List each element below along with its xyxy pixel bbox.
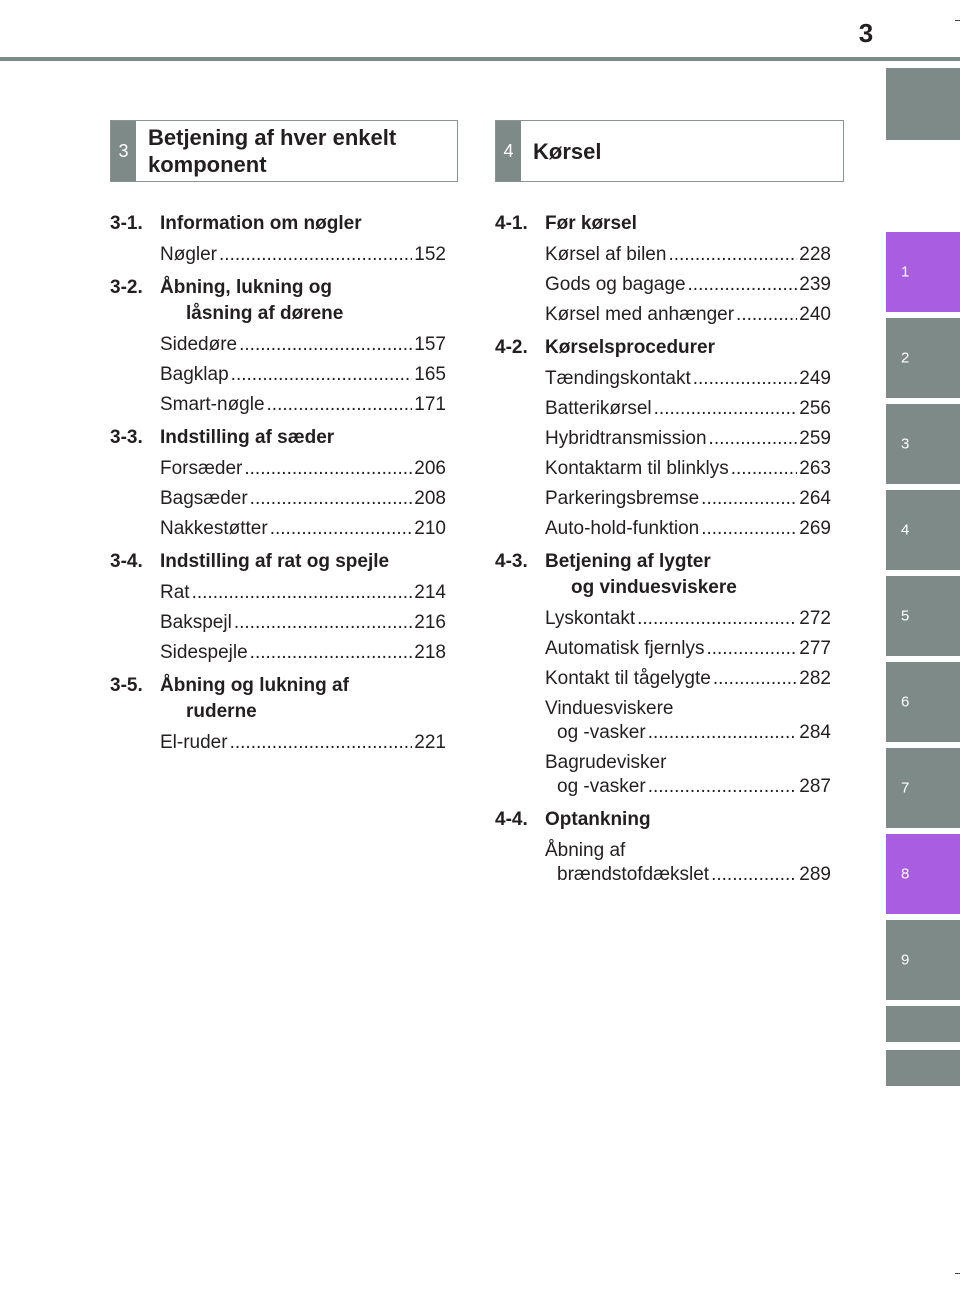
dot-leader bbox=[693, 367, 798, 391]
toc-page-number: 282 bbox=[799, 668, 831, 689]
toc-entry-title: Parkeringsbremse bbox=[545, 488, 700, 509]
chapter-number: 4-3. bbox=[495, 551, 528, 572]
chapter-number: 3-3. bbox=[110, 427, 143, 448]
toc-entry[interactable] bbox=[545, 517, 831, 541]
toc-entry-title: Gods og bagage bbox=[545, 274, 686, 295]
dot-leader bbox=[668, 243, 797, 267]
crop-mark bbox=[955, 1273, 960, 1274]
dot-leader bbox=[230, 731, 413, 755]
section-number: 3 bbox=[111, 121, 136, 181]
toc-entry-title: Sidespejle bbox=[160, 642, 248, 663]
toc-entry-title: Smart-nøgle bbox=[160, 394, 265, 415]
chapter-heading[interactable] bbox=[110, 549, 446, 575]
toc-entry[interactable] bbox=[545, 457, 831, 481]
dot-leader bbox=[637, 607, 797, 631]
dot-leader bbox=[250, 641, 413, 665]
dot-leader bbox=[709, 427, 798, 451]
toc-page-number: 264 bbox=[799, 488, 831, 509]
toc-entry[interactable] bbox=[545, 667, 831, 691]
toc-entry[interactable] bbox=[160, 731, 446, 755]
toc-entry[interactable] bbox=[160, 393, 446, 417]
toc-entry[interactable] bbox=[545, 751, 831, 799]
chapter-title: Åbning og lukning af bbox=[160, 675, 349, 696]
toc-entry-title: Åbning af bbox=[545, 840, 626, 861]
chapter-tab-5[interactable] bbox=[886, 576, 960, 656]
toc-entry-title: Auto-hold-funktion bbox=[545, 518, 700, 539]
chapter-tab-label: 5 bbox=[901, 607, 910, 625]
toc-page-number: 289 bbox=[799, 864, 831, 885]
chapter-number: 4-1. bbox=[495, 213, 528, 234]
toc-entry-title: Hybridtransmission bbox=[545, 428, 707, 449]
chapter-heading[interactable] bbox=[110, 425, 446, 451]
chapter-number: 3-5. bbox=[110, 675, 143, 696]
toc-page-number: 240 bbox=[799, 304, 831, 325]
chapter-tab-9[interactable] bbox=[886, 920, 960, 1000]
toc-page-number: 272 bbox=[799, 608, 831, 629]
toc-entry-title-continued: brændstofdækslet bbox=[557, 864, 710, 885]
chapter-tab-label: 7 bbox=[901, 779, 910, 797]
dot-leader bbox=[267, 393, 413, 417]
toc-page-number: 269 bbox=[799, 518, 831, 539]
dot-leader bbox=[736, 303, 797, 327]
chapter-tab-blank[interactable] bbox=[886, 1006, 960, 1042]
chapter-title: Indstilling af sæder bbox=[160, 427, 335, 448]
toc-entry[interactable] bbox=[160, 581, 446, 605]
chapter-title-continued: og vinduesviskere bbox=[571, 577, 737, 598]
toc-entry-title-continued: og -vasker bbox=[557, 776, 646, 797]
chapter-tab-6[interactable] bbox=[886, 662, 960, 742]
chapter-tab-label: 6 bbox=[901, 693, 910, 711]
section-title: Kørsel bbox=[533, 138, 602, 164]
chapter-title: Åbning, lukning og bbox=[160, 277, 333, 298]
chapter-tab-label: 2 bbox=[901, 349, 910, 367]
toc-page-number: 206 bbox=[414, 458, 446, 479]
chapter-tab-label: 8 bbox=[901, 865, 910, 883]
toc-entry-title: Bagrudevisker bbox=[545, 752, 667, 773]
chapter-title-continued: ruderne bbox=[186, 701, 257, 722]
toc-entry-title: Automatisk fjernlys bbox=[545, 638, 705, 659]
toc-entry-title: Vinduesviskere bbox=[545, 698, 674, 719]
chapter-tab-7[interactable] bbox=[886, 748, 960, 828]
toc-entry[interactable] bbox=[160, 611, 446, 635]
toc-page-number: 263 bbox=[799, 458, 831, 479]
toc-entry-title: Tændingskontakt bbox=[545, 368, 691, 389]
dot-leader bbox=[250, 487, 413, 511]
crop-mark bbox=[955, 20, 960, 21]
toc-entry-title: Sidedøre bbox=[160, 334, 238, 355]
toc-entry[interactable] bbox=[545, 367, 831, 391]
toc-page-number: 165 bbox=[414, 364, 446, 385]
toc-page-number: 171 bbox=[414, 394, 446, 415]
toc-page-number: 249 bbox=[799, 368, 831, 389]
toc-page-number: 228 bbox=[799, 244, 831, 265]
dot-leader bbox=[713, 667, 797, 691]
toc-entry-title: Forsæder bbox=[160, 458, 243, 479]
toc-entry[interactable] bbox=[545, 243, 831, 267]
page-number: 3 bbox=[858, 18, 874, 48]
dot-leader bbox=[234, 611, 412, 635]
dot-leader bbox=[219, 243, 412, 267]
toc-entry-title: Batterikørsel bbox=[545, 398, 652, 419]
toc-entry[interactable] bbox=[545, 637, 831, 661]
chapter-title: Information om nøgler bbox=[160, 213, 362, 234]
chapter-heading[interactable] bbox=[110, 275, 446, 327]
chapter-number: 4-4. bbox=[495, 809, 528, 830]
toc-entry-title: El-ruder bbox=[160, 732, 228, 753]
toc-column-right bbox=[495, 205, 831, 887]
toc-entry-title-continued: og -vasker bbox=[557, 722, 646, 743]
toc-page-number: 214 bbox=[414, 582, 446, 603]
chapter-title: Betjening af lygter bbox=[545, 551, 711, 572]
chapter-tab-3[interactable] bbox=[886, 404, 960, 484]
chapter-heading[interactable] bbox=[495, 549, 831, 601]
section-header-left bbox=[110, 120, 458, 182]
chapter-number: 3-4. bbox=[110, 551, 143, 572]
toc-entry-title: Lyskontakt bbox=[545, 608, 636, 629]
dot-leader bbox=[706, 637, 797, 661]
toc-page-number: 221 bbox=[414, 732, 446, 753]
dot-leader bbox=[701, 517, 797, 541]
toc-entry-title: Bagklap bbox=[160, 364, 229, 385]
toc-entry-title: Nøgler bbox=[160, 244, 218, 265]
toc-entry-title: Kørsel med anhænger bbox=[545, 304, 735, 325]
chapter-number: 3-2. bbox=[110, 277, 143, 298]
toc-entry[interactable] bbox=[545, 427, 831, 451]
dot-leader bbox=[688, 273, 798, 297]
toc-page-number: 287 bbox=[799, 776, 831, 797]
dot-leader bbox=[654, 397, 798, 421]
toc-entry[interactable] bbox=[160, 333, 446, 357]
chapter-title: Før kørsel bbox=[545, 213, 637, 234]
dot-leader bbox=[231, 363, 413, 387]
header-rule bbox=[0, 57, 960, 61]
chapter-tab-label: 4 bbox=[901, 521, 910, 539]
dot-leader bbox=[648, 775, 798, 799]
chapter-title-continued: låsning af dørene bbox=[186, 303, 344, 324]
dot-leader bbox=[244, 457, 412, 481]
toc-entry[interactable] bbox=[160, 641, 446, 665]
section-title: Betjening af hver enkelt komponent bbox=[148, 125, 397, 177]
toc-page-number: 152 bbox=[414, 244, 446, 265]
toc-entry[interactable] bbox=[160, 363, 446, 387]
dot-leader bbox=[731, 457, 798, 481]
toc-entry[interactable] bbox=[545, 303, 831, 327]
chapter-number: 3-1. bbox=[110, 213, 143, 234]
chapter-tab-8[interactable] bbox=[886, 834, 960, 914]
toc-entry[interactable] bbox=[545, 487, 831, 511]
toc-entry[interactable] bbox=[545, 273, 831, 297]
toc-page-number: 277 bbox=[799, 638, 831, 659]
chapter-number: 4-2. bbox=[495, 337, 528, 358]
toc-page-number: 218 bbox=[414, 642, 446, 663]
toc-entry-title: Bakspejl bbox=[160, 612, 232, 633]
toc-entry[interactable] bbox=[160, 457, 446, 481]
chapter-title: Optankning bbox=[545, 809, 651, 830]
chapter-tab-label: 3 bbox=[901, 435, 910, 453]
dot-leader bbox=[701, 487, 797, 511]
dot-leader bbox=[192, 581, 413, 605]
toc-page-number: 259 bbox=[799, 428, 831, 449]
toc-entry-title: Nakkestøtter bbox=[160, 518, 268, 539]
toc-entry[interactable] bbox=[545, 697, 831, 745]
toc-page-number: 210 bbox=[414, 518, 446, 539]
dot-leader bbox=[239, 333, 412, 357]
chapter-tab-label: 1 bbox=[901, 263, 910, 281]
chapter-heading[interactable] bbox=[110, 211, 446, 237]
chapter-tab-label: 9 bbox=[901, 951, 910, 969]
chapter-tab-2[interactable] bbox=[886, 318, 960, 398]
toc-page-number: 157 bbox=[414, 334, 446, 355]
chapter-tab-1[interactable] bbox=[886, 232, 960, 312]
section-number: 4 bbox=[496, 121, 521, 181]
toc-entry[interactable] bbox=[545, 839, 831, 887]
dot-leader bbox=[648, 721, 798, 745]
toc-page-number: 256 bbox=[799, 398, 831, 419]
chapter-title: Kørselsprocedurer bbox=[545, 337, 716, 358]
section-header-right bbox=[495, 120, 844, 182]
chapter-heading[interactable] bbox=[495, 335, 831, 361]
chapter-tab-4[interactable] bbox=[886, 490, 960, 570]
chapter-title: Indstilling af rat og spejle bbox=[160, 551, 390, 572]
dot-leader bbox=[270, 517, 413, 541]
chapter-tab-blank[interactable] bbox=[886, 1050, 960, 1086]
toc-entry[interactable] bbox=[545, 607, 831, 631]
toc-entry-title: Bagsæder bbox=[160, 488, 248, 509]
toc-page-number: 216 bbox=[414, 612, 446, 633]
toc-entry-title: Kontakt til tågelygte bbox=[545, 668, 711, 689]
toc-column-left bbox=[110, 205, 446, 755]
toc-entry[interactable] bbox=[160, 487, 446, 511]
chapter-heading[interactable] bbox=[495, 807, 831, 833]
chapter-heading[interactable] bbox=[110, 673, 446, 725]
chapter-heading[interactable] bbox=[495, 211, 831, 237]
chapter-tab-blank[interactable] bbox=[886, 68, 960, 140]
toc-entry[interactable] bbox=[160, 517, 446, 541]
toc-entry-title: Rat bbox=[160, 582, 190, 603]
toc-page-number: 239 bbox=[799, 274, 831, 295]
toc-entry[interactable] bbox=[160, 243, 446, 267]
toc-entry-title: Kørsel af bilen bbox=[545, 244, 667, 265]
toc-page-number: 284 bbox=[799, 722, 831, 743]
toc-page-number: 208 bbox=[414, 488, 446, 509]
toc-entry-title: Kontaktarm til blinklys bbox=[545, 458, 729, 479]
dot-leader bbox=[711, 863, 797, 887]
toc-entry[interactable] bbox=[545, 397, 831, 421]
